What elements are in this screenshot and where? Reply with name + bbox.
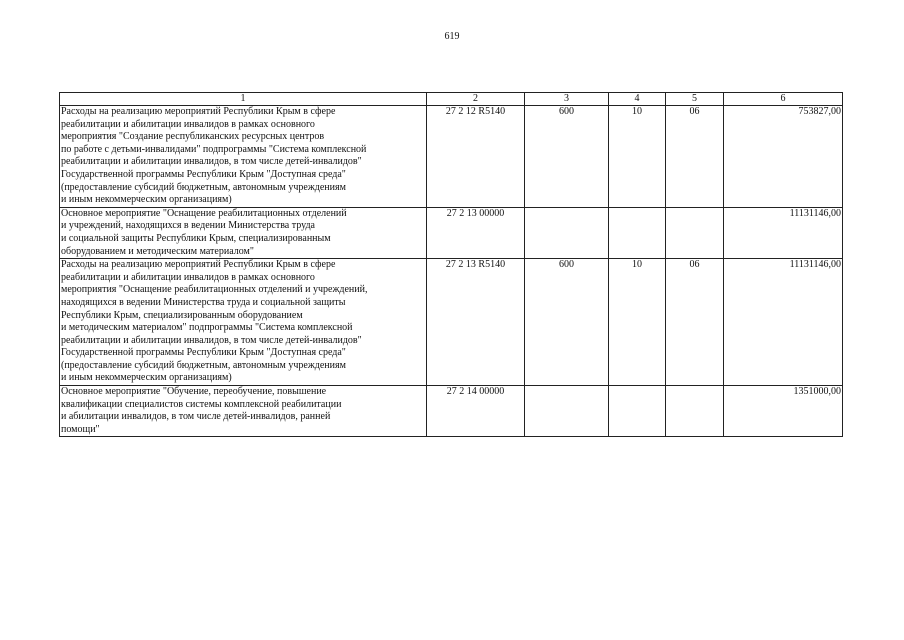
amount: 11131146,00 xyxy=(724,207,843,258)
amount: 1351000,00 xyxy=(724,386,843,437)
page-number: 619 xyxy=(444,31,460,42)
expense-type xyxy=(525,207,609,258)
column-header: 3 xyxy=(525,93,609,106)
expense-type: 600 xyxy=(525,259,609,386)
amount: 753827,00 xyxy=(724,106,843,208)
amount: 11131146,00 xyxy=(724,259,843,386)
section-code: 10 xyxy=(609,259,666,386)
subsection-code: 06 xyxy=(666,259,724,386)
section-code xyxy=(609,386,666,437)
budget-table xyxy=(59,92,843,437)
column-header: 6 xyxy=(724,93,843,106)
table-header-row xyxy=(60,93,843,106)
subsection-code xyxy=(666,386,724,437)
table-row xyxy=(60,386,843,437)
budget-code: 27 2 12 R5140 xyxy=(427,106,525,208)
expense-description: Расходы на реализацию мероприятий Республики Крым в сфере реабилитации и абилитации инвалидов в рамках основного мероприятия "Создание республиканских ресурсных центров по работе с детьми-инвалидами" подпрограммы "Система комплексной реабилитации и абилитации инвалидов, в том числе детей-инвалидов" Государственной программы Республики Крым "Доступная среда" (предоставление субсидий бюджетным, автономным учреждениям и иным некоммерческим организациям) xyxy=(60,106,427,208)
subsection-code: 06 xyxy=(666,106,724,208)
column-header: 2 xyxy=(427,93,525,106)
expense-type xyxy=(525,386,609,437)
budget-code: 27 2 14 00000 xyxy=(427,386,525,437)
expense-type: 600 xyxy=(525,106,609,208)
budget-code: 27 2 13 R5140 xyxy=(427,259,525,386)
column-header: 4 xyxy=(609,93,666,106)
subsection-code xyxy=(666,207,724,258)
expense-description: Основное мероприятие "Обучение, переобучение, повышение квалификации специалистов системы комплексной реабилитации и абилитации инвалидов, в том числе детей-инвалидов, ранней помощи" xyxy=(60,386,427,437)
section-code: 10 xyxy=(609,106,666,208)
budget-code: 27 2 13 00000 xyxy=(427,207,525,258)
table-row xyxy=(60,259,843,386)
column-header: 5 xyxy=(666,93,724,106)
expense-description: Основное мероприятие "Оснащение реабилитационных отделений и учреждений, находящихся в ведении Министерства труда и социальной защиты Республики Крым, специализированным оборудованием и методическим материалом" xyxy=(60,207,427,258)
table-row xyxy=(60,207,843,258)
column-header: 1 xyxy=(60,93,427,106)
table-row xyxy=(60,106,843,208)
expense-description: Расходы на реализацию мероприятий Республики Крым в сфере реабилитации и абилитации инвалидов в рамках основного мероприятия "Оснащение реабилитационных отделений и учреждений, находящихся в ведении Министерства труда и социальной защиты Республики Крым, специализированным оборудованием и методическим материалом" подпрограммы "Система комплексной реабилитации и абилитации инвалидов, в том числе детей-инвалидов" Государственной программы Республики Крым "Доступная среда" (предоставление субсидий бюджетным, автономным учреждениям и иным некоммерческим организациям) xyxy=(60,259,427,386)
section-code xyxy=(609,207,666,258)
